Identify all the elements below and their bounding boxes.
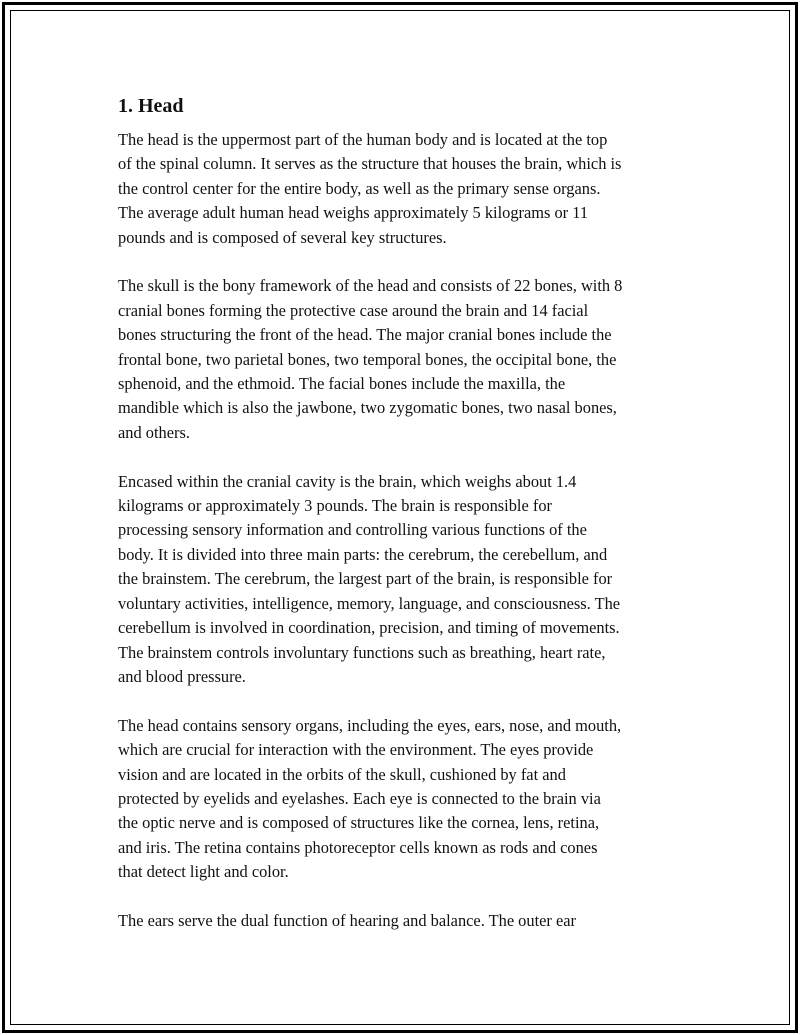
document-body: [118, 92, 698, 958]
paragraph-ears: The ears serve the dual function of hearing and balance. The outer ear: [118, 910, 576, 930]
paragraph-head-overview: The head is the uppermost part of the human body and is located at the top of the spinal column. It serves as the structure that houses the brain, which is the control center for the entire body, as well as the primary sense organs. The average adult human head weighs approximately 5 kilograms or 11 pounds and is composed of several key structures.: [118, 130, 622, 247]
section-heading: 1. Head: [118, 95, 184, 117]
paragraph-brain: Encased within the cranial cavity is the brain, which weighs about 1.4 kilograms or approximately 3 pounds. The brain is responsible for processing sensory information and controlling various functions of the body. It is divided into three main parts: the cerebrum, the cerebellum, and the brainstem. The cerebrum, the largest part of the brain, is responsible for voluntary activities, intelligence, memory, language, and consciousness. The cerebellum is involved in coordination, precision, and timing of movements. The brainstem controls involuntary functions such as breathing, heart rate, and blood pressure.: [118, 471, 621, 686]
paragraph-skull: The skull is the bony framework of the head and consists of 22 bones, with 8 cranial bones forming the protective case around the brain and 14 facial bones structuring the front of the head. The major cranial bones include the frontal bone, two parietal bones, two temporal bones, the occipital bone, the sphenoid, and the ethmoid. The facial bones include the maxilla, the mandible which is also the jawbone, two zygomatic bones, two nasal bones, and others.: [118, 276, 623, 442]
paragraph-sensory-organs: The head contains sensory organs, including the eyes, ears, nose, and mouth, which are crucial for interaction with the environment. The eyes provide vision and are located in the orbits of the skull, cushioned by fat and protected by eyelids and eyelashes. Each eye is connected to the brain via the optic nerve and is composed of structures like the cornea, lens, retina, and iris. The retina contains photoreceptor cells known as rods and cones that detect light and color.: [118, 715, 622, 882]
